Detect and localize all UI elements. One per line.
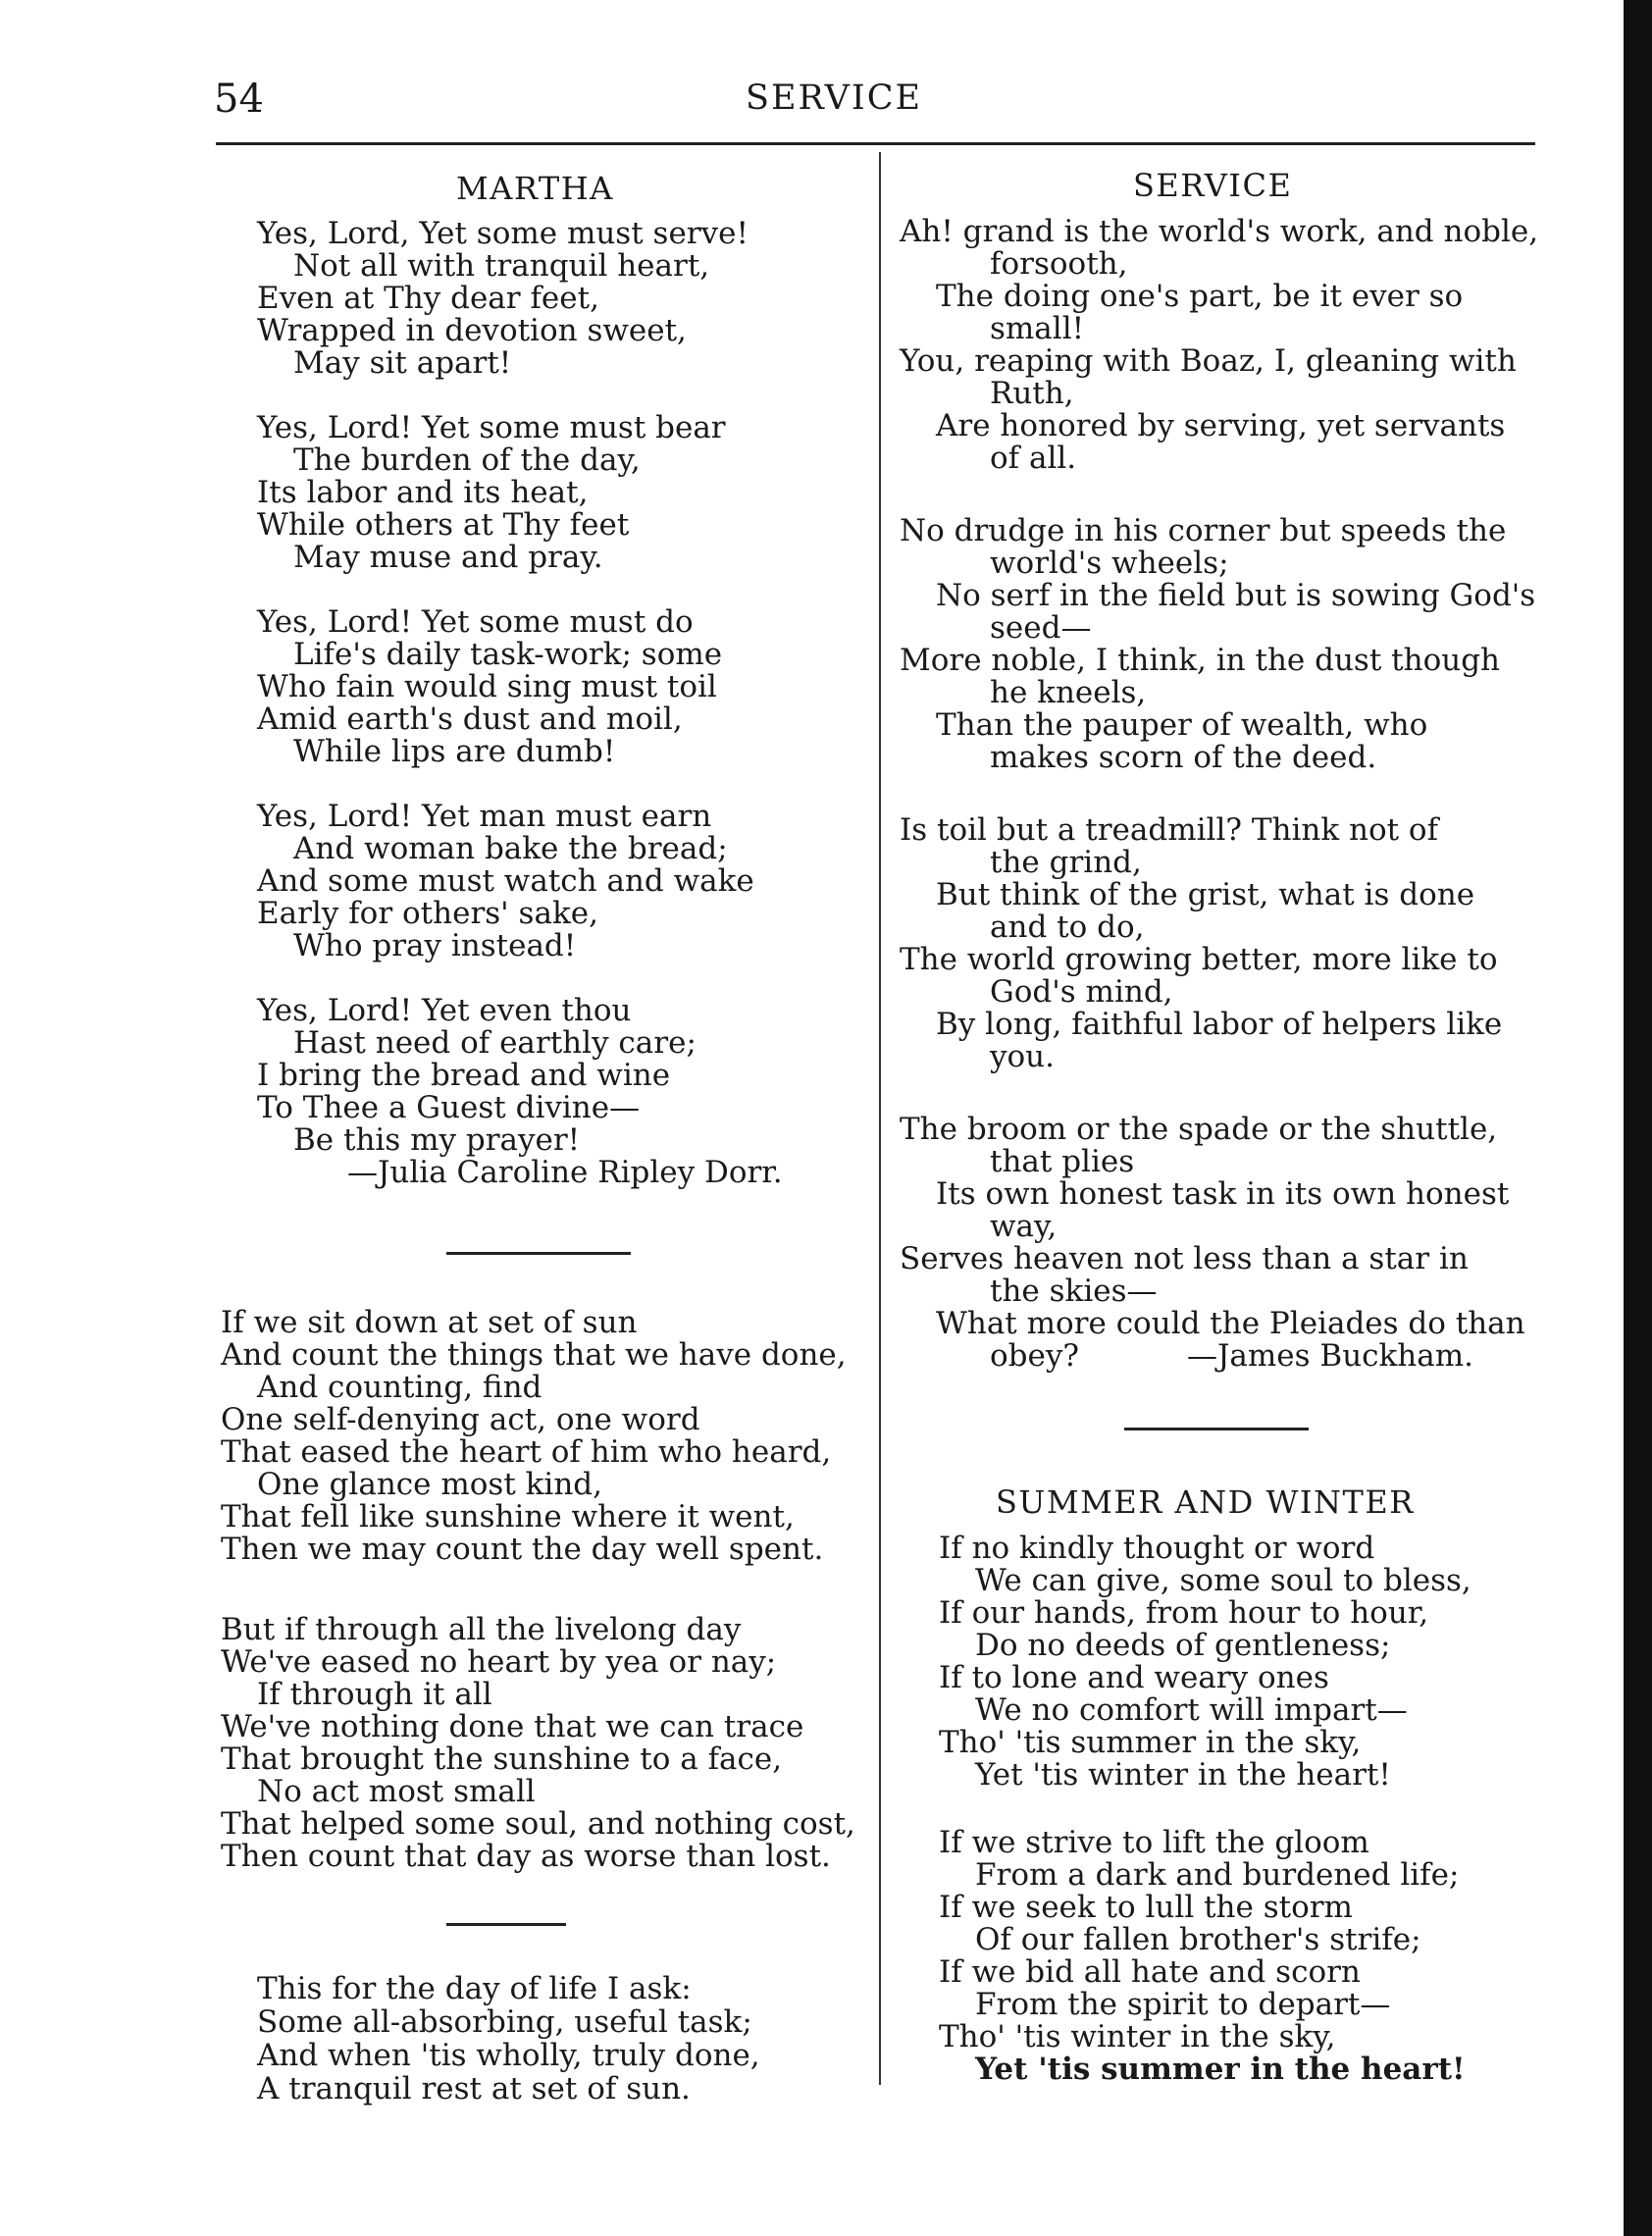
poem-line: God's mind,	[990, 974, 1173, 1010]
section-separator	[446, 1923, 566, 1926]
poem-line: that plies	[990, 1144, 1135, 1179]
poem-line: Yes, Lord! Yet some must do	[257, 604, 694, 640]
section-separator	[1124, 1428, 1309, 1430]
poem-line: We can give, some soul to bless,	[975, 1563, 1471, 1598]
poem-line: From the spirit to depart—	[975, 1987, 1391, 2022]
poem-line: Is toil but a treadmill? Think not of	[900, 812, 1439, 848]
poem-line: Then we may count the day well spent.	[221, 1532, 824, 1567]
poem-line: The world growing better, more like to	[900, 942, 1498, 977]
service-stanza-2	[900, 515, 1535, 774]
poem-line: Then count that day as worse than lost.	[221, 1839, 831, 1874]
poem-line: the grind,	[990, 845, 1142, 880]
poem-line: and to do,	[990, 910, 1145, 945]
poem-line: Tho' 'tis summer in the sky,	[939, 1725, 1362, 1760]
poem-line: Yet 'tis summer in the heart!	[975, 2052, 1466, 2087]
poem-line: If we seek to lull the storm	[939, 1890, 1353, 1925]
poem-line: More noble, I think, in the dust though	[900, 643, 1501, 678]
poem-line: Who pray instead!	[293, 928, 577, 963]
poem-line: No serf in the field but is sowing God's	[936, 578, 1536, 613]
poem-line: Are honored by serving, yet servants	[936, 408, 1506, 443]
poem-line: forsooth,	[990, 246, 1128, 282]
poem-line: If to lone and weary ones	[939, 1660, 1329, 1695]
poem-line: makes scorn of the deed.	[990, 740, 1377, 775]
poem-line: The burden of the day,	[293, 442, 641, 478]
poem-line: A tranquil rest at set of sun.	[257, 2071, 691, 2106]
poem-line: Yes, Lord! Yet even thou	[257, 993, 632, 1028]
poem-line: Early for others' sake,	[257, 896, 598, 931]
poem-author-buckham: —James Buckham.	[1187, 1338, 1474, 1374]
poem-line: seed—	[990, 610, 1092, 646]
poem-line: No act most small	[257, 1774, 536, 1809]
poem-line: I bring the bread and wine	[257, 1058, 671, 1093]
page-number: 54	[214, 77, 264, 122]
poem-line: Of our fallen brother's strife;	[975, 1922, 1421, 1957]
poem-line: Even at Thy dear feet,	[257, 281, 599, 316]
poem-line: If we bid all hate and scorn	[939, 1954, 1361, 1990]
poem-line: By long, faithful labor of helpers like	[936, 1007, 1503, 1042]
poem-line: No drudge in his corner but speeds the	[900, 513, 1507, 548]
poem-line: To Thee a Guest divine—	[257, 1090, 641, 1125]
poem-line: The doing one's part, be it ever so	[936, 279, 1464, 314]
header-rule	[216, 142, 1535, 145]
poem-line: If we sit down at set of sun	[221, 1305, 638, 1340]
set-of-sun-stanza-1	[221, 1307, 847, 1566]
martha-stanza-2	[257, 412, 726, 574]
poem-line: of all.	[990, 441, 1077, 476]
poem-line: Wrapped in devotion sweet,	[257, 313, 687, 348]
poem-line: Be this my prayer!	[293, 1122, 581, 1158]
poem-line: you.	[990, 1039, 1055, 1074]
poem-line: That eased the heart of him who heard,	[221, 1434, 832, 1470]
poem-line: That helped some soul, and nothing cost,	[221, 1806, 855, 1842]
poem-line: Who fain would sing must toil	[257, 669, 717, 704]
poem-line: Yes, Lord, Yet some must serve!	[257, 216, 749, 251]
poem-line: That fell like sunshine where it went,	[221, 1499, 795, 1534]
poem-line: This for the day of life I ask:	[257, 1971, 692, 2006]
poem-line: From a dark and burdened life;	[975, 1857, 1460, 1893]
service-stanza-4	[900, 1114, 1525, 1373]
poem-line: Yes, Lord! Yet some must bear	[257, 410, 726, 445]
poem-author-dorr: —Julia Caroline Ripley Dorr.	[347, 1155, 783, 1190]
poem-line: obey?	[990, 1338, 1079, 1374]
poem-line: Its own honest task in its own honest	[936, 1176, 1510, 1212]
column-divider	[879, 152, 881, 2085]
poem-line: Than the pauper of wealth, who	[936, 707, 1428, 743]
set-of-sun-stanza-2	[221, 1614, 855, 1873]
day-of-life-stanza	[257, 1972, 760, 2106]
poem-line: The broom or the spade or the shuttle,	[900, 1112, 1498, 1147]
poem-line: One self-denying act, one word	[221, 1402, 700, 1437]
poem-line: the skies—	[990, 1274, 1158, 1309]
poem-line: And counting, find	[257, 1370, 542, 1405]
service-stanza-3	[900, 814, 1502, 1073]
poem-line: But think of the grist, what is done	[936, 877, 1475, 912]
poem-line: While lips are dumb!	[293, 734, 616, 769]
poem-line: Some all-absorbing, useful task;	[257, 2004, 752, 2040]
poem-line: May muse and pray.	[293, 540, 603, 575]
poem-line: Ruth,	[990, 376, 1074, 411]
martha-stanza-3	[257, 606, 722, 768]
poem-line: Serves heaven not less than a star in	[900, 1241, 1469, 1276]
poem-line: You, reaping with Boaz, I, gleaning with	[900, 343, 1517, 379]
poem-line: he kneels,	[990, 675, 1147, 710]
poem-line: And when 'tis wholly, truly done,	[257, 2038, 760, 2073]
martha-stanza-1	[257, 218, 749, 380]
poem-line: Not all with tranquil heart,	[293, 248, 710, 284]
summer-winter-stanza-1	[939, 1533, 1471, 1792]
poem-line: If our hands, from hour to hour,	[939, 1595, 1429, 1631]
poem-line: Yes, Lord! Yet man must earn	[257, 799, 712, 834]
poem-line: That brought the sunshine to a face,	[221, 1742, 783, 1777]
summer-winter-stanza-2	[939, 1827, 1466, 2086]
poem-line: small!	[990, 311, 1085, 346]
poem-line: Life's daily task-work; some	[293, 637, 723, 672]
poem-line: One glance most kind,	[257, 1467, 602, 1502]
poem-line: Amid earth's dust and moil,	[257, 702, 683, 737]
poem-line: world's wheels;	[990, 546, 1229, 581]
martha-stanza-5	[257, 995, 697, 1157]
poem-line: But if through all the livelong day	[221, 1612, 742, 1647]
poem-line: And some must watch and wake	[257, 863, 754, 899]
poem-title-summer-winter: SUMMER AND WINTER	[996, 1483, 1415, 1521]
poem-line: We no comfort will impart—	[975, 1692, 1408, 1728]
poem-line: And woman bake the bread;	[293, 831, 728, 866]
poem-line: Tho' 'tis winter in the sky,	[939, 2019, 1336, 2054]
poem-line: What more could the Pleiades do than	[936, 1306, 1525, 1341]
poem-line: If through it all	[257, 1677, 492, 1712]
poem-line: If we strive to lift the gloom	[939, 1825, 1369, 1860]
poem-title-martha: MARTHA	[456, 170, 614, 207]
martha-stanza-4	[257, 801, 754, 962]
poem-line: Ah! grand is the world's work, and noble,	[900, 214, 1539, 249]
poem-line: We've nothing done that we can trace	[221, 1709, 804, 1744]
poem-line: If no kindly thought or word	[939, 1531, 1375, 1566]
poem-line: While others at Thy feet	[257, 507, 630, 543]
running-title: SERVICE	[746, 78, 923, 118]
poem-line: We've eased no heart by yea or nay;	[221, 1644, 777, 1680]
poem-line: Yet 'tis winter in the heart!	[975, 1757, 1391, 1793]
poem-line: Hast need of earthly care;	[293, 1025, 697, 1061]
poem-line: Do no deeds of gentleness;	[975, 1628, 1391, 1663]
section-separator	[446, 1252, 631, 1255]
poem-title-service: SERVICE	[1133, 167, 1293, 204]
poem-line: way,	[990, 1209, 1058, 1244]
scanned-page-edge	[1624, 0, 1652, 2236]
service-stanza-1	[900, 216, 1538, 475]
poem-line: Its labor and its heat,	[257, 475, 589, 510]
poem-line: And count the things that we have done,	[221, 1337, 847, 1373]
poem-line: May sit apart!	[293, 345, 512, 381]
